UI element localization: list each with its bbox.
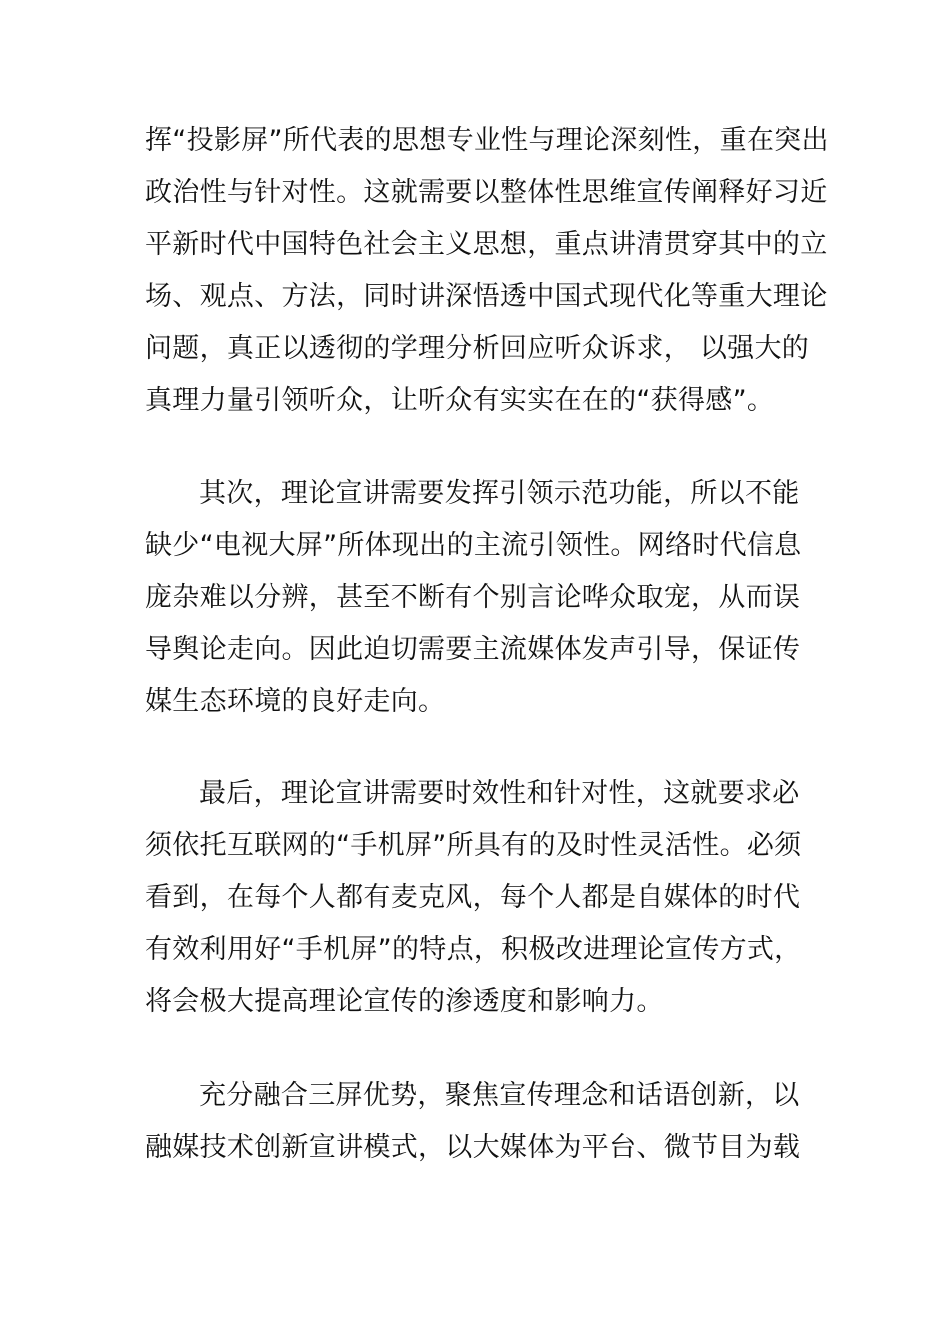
text-line: 最后，理论宣讲需要时效性和针对性，这就要求必	[199, 778, 800, 809]
text-line: 平新时代中国特色社会主义思想，重点讲清贯穿其中的立	[145, 229, 828, 260]
text-line: 媒生态环境的良好走向。	[145, 686, 446, 717]
paragraph-3	[145, 768, 825, 1028]
text-line: 须依托互联网的“手机屏”所具有的及时性灵活性。必须	[145, 830, 802, 861]
text-line: 有效利用好“手机屏”的特点，积极改进理论宣传方式，	[145, 934, 802, 965]
text-line: 将会极大提高理论宣传的渗透度和影响力。	[145, 986, 664, 1017]
text-line: 庞杂难以分辨，甚至不断有个别言论哗众取宠，从而误	[145, 582, 801, 613]
text-line: 充分融合三屏优势，聚焦宣传理念和话语创新，以	[199, 1080, 800, 1111]
text-line: 导舆论走向。因此迫切需要主流媒体发声引导，保证传	[145, 634, 801, 665]
text-line: 场、观点、方法，同时讲深悟透中国式现代化等重大理论	[145, 281, 828, 312]
text-line: 其次，理论宣讲需要发挥引领示范功能，所以不能	[199, 478, 800, 509]
text-line: 真理力量引领听众，让听众有实实在在的“获得感”。	[145, 385, 775, 416]
text-line: 政治性与针对性。这就需要以整体性思维宣传阐释好习近	[145, 177, 828, 208]
text-line: 挥“投影屏”所代表的思想专业性与理论深刻性，重在突出	[145, 125, 829, 156]
text-line: 问题，真正以透彻的学理分析回应听众诉求， 以强大的	[145, 333, 810, 364]
paragraph-1	[145, 115, 829, 427]
text-line: 融媒技术创新宣讲模式，以大媒体为平台、微节目为载	[145, 1132, 801, 1163]
text-line: 缺少“电视大屏”所体现出的主流引领性。网络时代信息	[145, 530, 802, 561]
text-line: 看到，在每个人都有麦克风，每个人都是自媒体的时代	[145, 882, 801, 913]
paragraph-2	[145, 468, 825, 728]
paragraph-4	[145, 1070, 825, 1174]
